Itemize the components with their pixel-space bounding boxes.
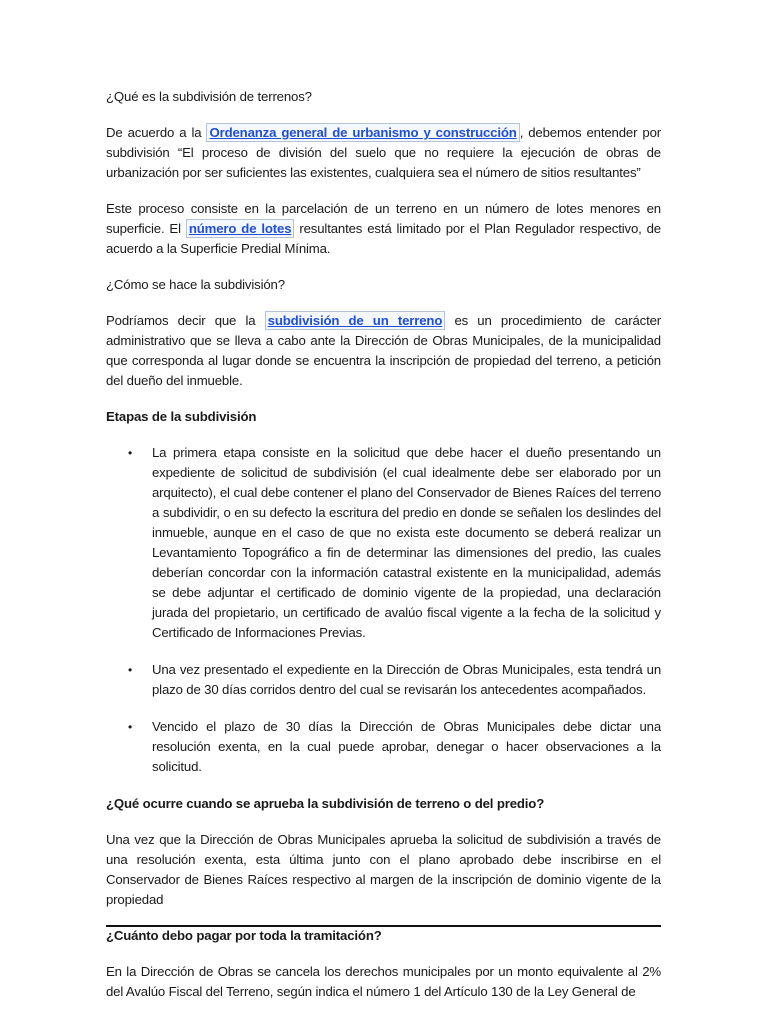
paragraph-definition-start: De acuerdo a la bbox=[106, 125, 207, 140]
paragraph-parcelacion bbox=[106, 199, 661, 259]
link-numero-de-lotes[interactable]: número de lotes bbox=[186, 219, 295, 238]
heading-aprobacion: ¿Qué ocurre cuando se aprueba la subdivisión de terreno o del predio? bbox=[106, 796, 545, 811]
bullet-icon: • bbox=[128, 446, 133, 460]
document-body bbox=[106, 87, 661, 1018]
link-ordenanza-general[interactable]: Ordenanza general de urbanismo y construcción bbox=[206, 123, 519, 142]
paragraph-parcelacion-end: resultantes está limitado por el Plan Regulador respectivo, de acuerdo a la Superficie Predial Mínima. bbox=[106, 221, 661, 256]
paragraph-procedimiento-end: es un procedimiento de carácter administrativo que se lleva a cabo ante la Dirección de Obras Municipales, de la municipalidad que corresponda al lugar donde se encuentra la inscripción de propiedad del terreno, a petición del dueño del inmueble. bbox=[106, 313, 662, 388]
step-text: Una vez presentado el expediente en la Dirección de Obras Municipales, esta tendrá un plazo de 30 días corridos dentro del cual se revisarán los antecedentes acompañados. bbox=[152, 662, 661, 697]
list-item bbox=[106, 717, 661, 777]
list-item bbox=[106, 443, 661, 643]
paragraph-procedimiento bbox=[106, 311, 661, 391]
step-text: La primera etapa consiste en la solicitud que debe hacer el dueño presentando un expediente de solicitud de subdivisión (el cual idealmente debe ser elaborado por un arquitecto), el cual debe contener el plano del Conservador de Bienes Raíces del terreno a subdividir, o en su defecto la escritura del predio en donde se señalen los deslindes del inmueble, aunque en el caso de que no exista este documento se deberá realizar un Levantamiento Topográfico a fin de determinar las dimensiones del predio, las cuales deberían concordar con la información catastral existente en la municipalidad, además se debe adjuntar el certificado de dominio vigente de la propiedad, una declaración jurada del propietario, un certificado de avalúo fiscal vigente a la fecha de la solicitud y Certificado de Informaciones Previas. bbox=[152, 445, 661, 640]
question-what-is-subdivision: ¿Qué es la subdivisión de terrenos? bbox=[106, 89, 312, 104]
bullet-icon: • bbox=[128, 720, 133, 734]
bullet-icon: • bbox=[128, 663, 133, 677]
step-text: Vencido el plazo de 30 días la Dirección de Obras Municipales debe dictar una resolución exenta, en la cual puede aprobar, denegar o hacer observaciones a la solicitud. bbox=[152, 719, 661, 774]
paragraph-derechos-municipales: En la Dirección de Obras se cancela los derechos municipales por un monto equivalente al 2% del Avalúo Fiscal del Terreno, según indica el número 1 del Artículo 130 de la Ley General de bbox=[106, 964, 661, 999]
heading-costos: ¿Cuánto debo pagar por toda la tramitación? bbox=[106, 928, 382, 943]
paragraph-definition bbox=[106, 123, 661, 183]
list-item bbox=[106, 660, 661, 700]
paragraph-procedimiento-start: Podríamos decir que la bbox=[106, 313, 265, 328]
question-how-to-subdivide: ¿Cómo se hace la subdivisión? bbox=[106, 277, 285, 292]
paragraph-parcelacion-start: Este proceso consiste en la parcelación de un terreno en un número de lotes menores en superficie. El bbox=[106, 201, 661, 236]
heading-etapas: Etapas de la subdivisión bbox=[106, 409, 257, 424]
paragraph-definition-end: , debemos entender por subdivisión “El proceso de división del suelo que no requiere la ejecución de obras de urbanización por ser suficientes las existentes, cualquiera sea el número de sitios resultantes” bbox=[106, 125, 661, 180]
paragraph-inscripcion: Una vez que la Dirección de Obras Municipales aprueba la solicitud de subdivisión a través de una resolución exenta, esta última junto con el plano aprobado debe inscribirse en el Conservador de Bienes Raíces respectivo al margen de la inscripción de dominio vigente de la propiedad bbox=[106, 832, 661, 907]
footnote-divider bbox=[106, 925, 661, 927]
link-subdivision-de-un-terreno[interactable]: subdivisión de un terreno bbox=[265, 311, 446, 330]
steps-list bbox=[106, 443, 661, 777]
